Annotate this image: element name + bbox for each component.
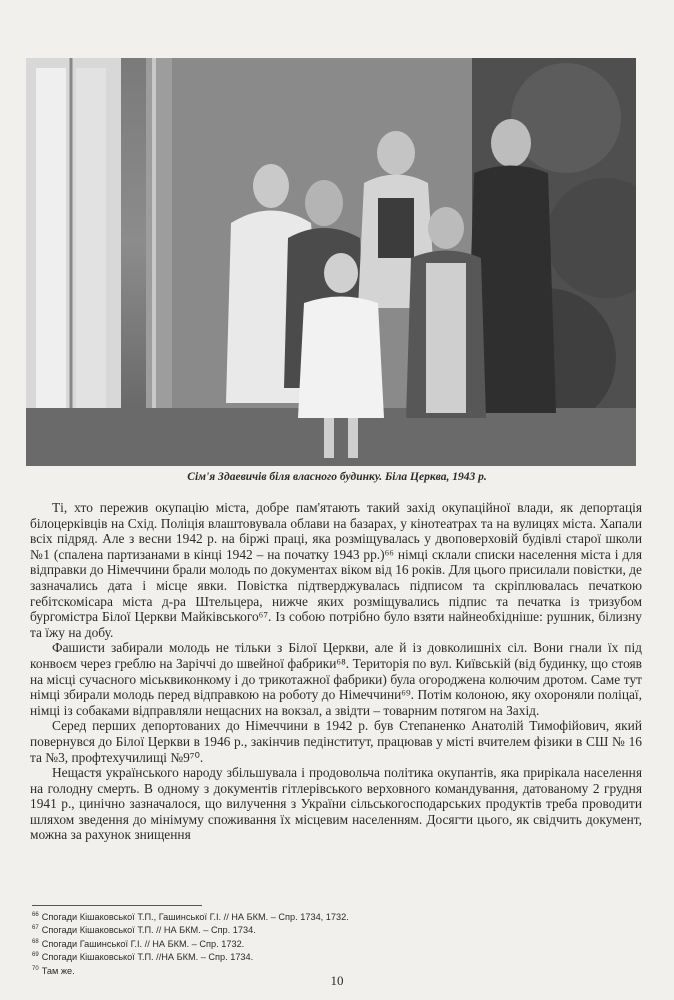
- body-text: [30, 500, 642, 843]
- footnote: $^{67}$ Спогади Кішаковської Т.П. // НА БКМ. – Спр. 1734.: [32, 925, 256, 936]
- footnote: $^{66}$ Спогади Кішаковської Т.П., Гашинської Г.І. // НА БКМ. – Спр. 1734, 1732.: [32, 912, 349, 923]
- page-number: 10: [330, 973, 344, 988]
- footnote: $^{69}$ Спогади Кішаковської Т.П. //НА БКМ. – Спр. 1734.: [32, 952, 254, 963]
- footnote-divider: [32, 905, 202, 906]
- footnote: $^{70}$ Там же.: [32, 965, 75, 976]
- footnotes: [32, 910, 432, 977]
- paragraph: Фашисти забирали молодь не тільки з Білої Церкви, але й із довколишніх сіл. Вони гнали їх під конвоєм через греблю на Заріччі до швейної фабрики⁶⁸. Територія по вул. Київській (від будинку, що стояв на місці сучасного міськвиконкому і до трикотажної фабрики) була огороджена колючим дротом. Саме тут німці збирали молодь перед відправкою на роботу до Німеччини⁶⁹. Потім колоною, яку охороняли поліцаї, німці із собаками відправляли нещасних на вокзал, а звідти – товарним потягом на Захід.: [30, 640, 642, 718]
- paragraph: Нещастя українського народу збільшувала і продовольча політика окупантів, яка прирікала населення на голодну смерть. В одному з документів гітлерівського верховного командування, датованому 2 грудня 1941 р., цинічно зазначалося, що вилучення з України сільськогосподарських продуктів треба проводити шляхом зведення до мінімуму споживання їх місцевим населенням. Досягти цього, як свідчить документ, можна за рахунок знищення: [30, 765, 642, 843]
- footnote: $^{68}$ Спогади Гашинської Г.І. // НА БКМ. – Спр. 1732.: [32, 938, 245, 949]
- paragraph: Ті, хто пережив окупацію міста, добре пам'ятають такий захід окупаційної влади, як депортація білоцерківців на Схід. Поліція влаштовувала облави на базарах, у кінотеатрах та на вулицях міста. Хапали всіх підряд. Але з весни 1942 р. на біржі праці, яка розміщувалась у двоповерховій будівлі старої школи №1 (спалена партизанами в кінці 1942 – на початку 1943 рр.)⁶⁶ німці склали списки населення міста і для відправки до Німеччини брали молодь по документах віком від 16 років. Для цього присилали повістки, де зазначались дата і місце явки. Повістка підтверджувалась підписом та скріплювалась печаткою гебітскомісара міста д-ра Штельцера, нижче яких розміщувались підпис та печатка із тризубом бургомістра Білої Церкви Майківського⁶⁷. Із собою потрібно було взяти найнеобхідніше: рушник, білизну та їжу на добу.: [30, 500, 642, 640]
- family-photo-icon: [26, 58, 636, 466]
- family-photo: [26, 58, 636, 466]
- photo-caption: Сім'я Здаевичів біля власного будинку. Біла Церква, 1943 р.: [187, 471, 487, 483]
- paragraph: Серед перших депортованих до Німеччини в 1942 р. був Степаненко Анатолій Тимофійович, який повернувся до Білої Церкви в 1946 р., закінчив педінститут, працював у місті вчителем фізики в СШ № 16 та №3, профтехучилищі №9⁷⁰.: [30, 718, 642, 765]
